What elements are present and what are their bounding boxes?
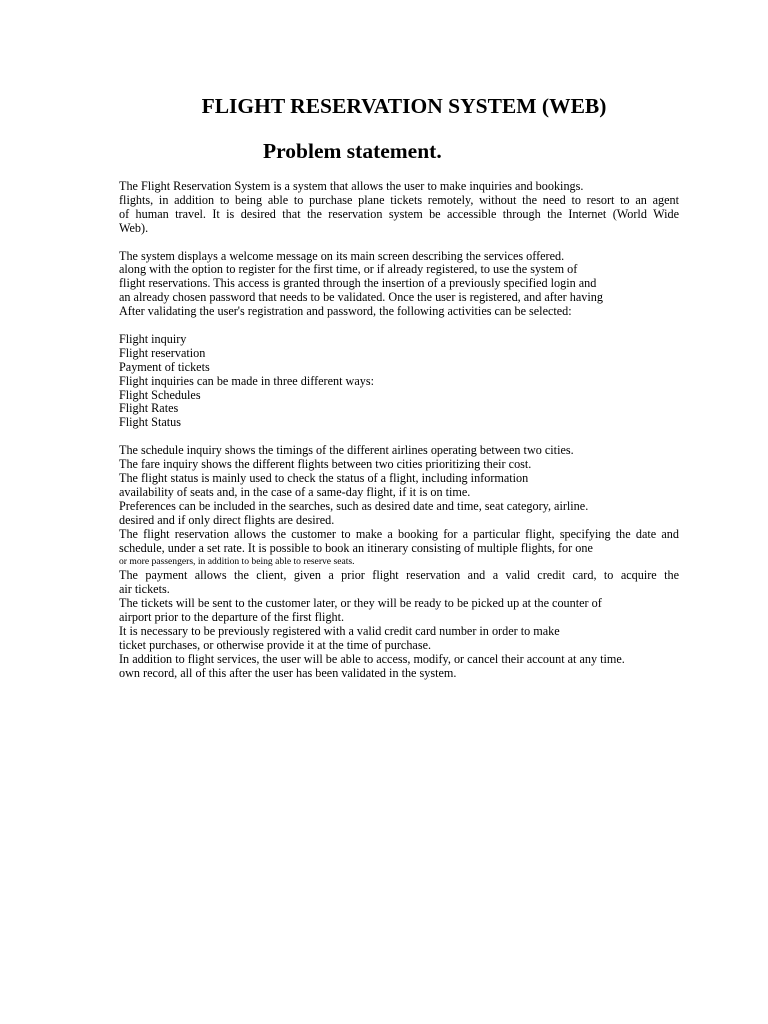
text-line: own record, all of this after the user has been validated in the system. bbox=[119, 665, 457, 680]
document-title: FLIGHT RESERVATION SYSTEM (WEB) bbox=[201, 94, 607, 118]
list-item: Payment of tickets bbox=[119, 359, 210, 374]
text-line: schedule, under a set rate. It is possible to book an itinerary consisting of multiple flights, for one bbox=[119, 540, 593, 555]
text-line: of human travel. It is desired that the reservation system be accessible through the Internet (World Wide bbox=[119, 206, 679, 221]
text-line: After validating the user's registration and password, the following activities can be selected: bbox=[119, 304, 572, 319]
text-line: The flight reservation allows the customer to make a booking for a particular flight, specifying the date and bbox=[119, 526, 679, 541]
text-line: The fare inquiry shows the different flights between two cities prioritizing their cost. bbox=[119, 457, 532, 472]
text-line: Web). bbox=[119, 220, 149, 235]
list-item: Flight inquiry bbox=[119, 331, 187, 346]
text-line: Preferences can be included in the searches, such as desired date and time, seat category, airline. bbox=[119, 498, 589, 513]
text-line: The payment allows the client, given a prior flight reservation and a valid credit card, to acquire the bbox=[119, 568, 679, 583]
text-line: flights, in addition to being able to purchase plane tickets remotely, without the need to resort to an agent bbox=[119, 192, 679, 207]
list-item: Flight Schedules bbox=[119, 387, 201, 402]
text-line: ticket purchases, or otherwise provide it at the time of purchase. bbox=[119, 637, 432, 652]
text-line: The tickets will be sent to the customer later, or they will be ready to be picked up at the counter of bbox=[119, 596, 602, 611]
text-line: flight reservations. This access is granted through the insertion of a previously specified login and bbox=[119, 276, 597, 291]
document-subtitle: Problem statement. bbox=[263, 139, 442, 163]
text-line: along with the option to register for the first time, or if already registered, to use the system of bbox=[119, 262, 578, 277]
text-line: airport prior to the departure of the first flight. bbox=[119, 610, 345, 625]
list-item: Flight reservation bbox=[119, 345, 206, 360]
text-line: an already chosen password that needs to be validated. Once the user is registered, and after having bbox=[119, 290, 603, 305]
activity-list bbox=[119, 333, 679, 430]
document-body bbox=[119, 180, 679, 681]
list-item: Flight Rates bbox=[119, 401, 179, 416]
text-line: desired and if only direct flights are desired. bbox=[119, 512, 335, 527]
text-line: The Flight Reservation System is a system that allows the user to make inquiries and bookings. bbox=[119, 179, 584, 193]
paragraph-system bbox=[119, 250, 679, 320]
list-item: Flight Status bbox=[119, 415, 181, 430]
text-line: In addition to flight services, the user will be able to access, modify, or cancel their account at any time. bbox=[119, 651, 625, 666]
text-line: It is necessary to be previously registered with a valid credit card number in order to make bbox=[119, 623, 560, 638]
list-item: Flight inquiries can be made in three different ways: bbox=[119, 373, 374, 388]
text-line: The system displays a welcome message on its main screen describing the services offered. bbox=[119, 248, 565, 263]
paragraph-intro bbox=[119, 180, 679, 236]
text-line: air tickets. bbox=[119, 582, 170, 597]
text-line: The flight status is mainly used to check the status of a flight, including information bbox=[119, 470, 529, 485]
text-line: availability of seats and, in the case of a same-day flight, if it is on time. bbox=[119, 484, 471, 499]
paragraph-details bbox=[119, 444, 679, 680]
text-line: or more passengers, in addition to being able to reserve seats. bbox=[119, 556, 355, 568]
text-line: The schedule inquiry shows the timings of the different airlines operating between two cities. bbox=[119, 443, 574, 458]
